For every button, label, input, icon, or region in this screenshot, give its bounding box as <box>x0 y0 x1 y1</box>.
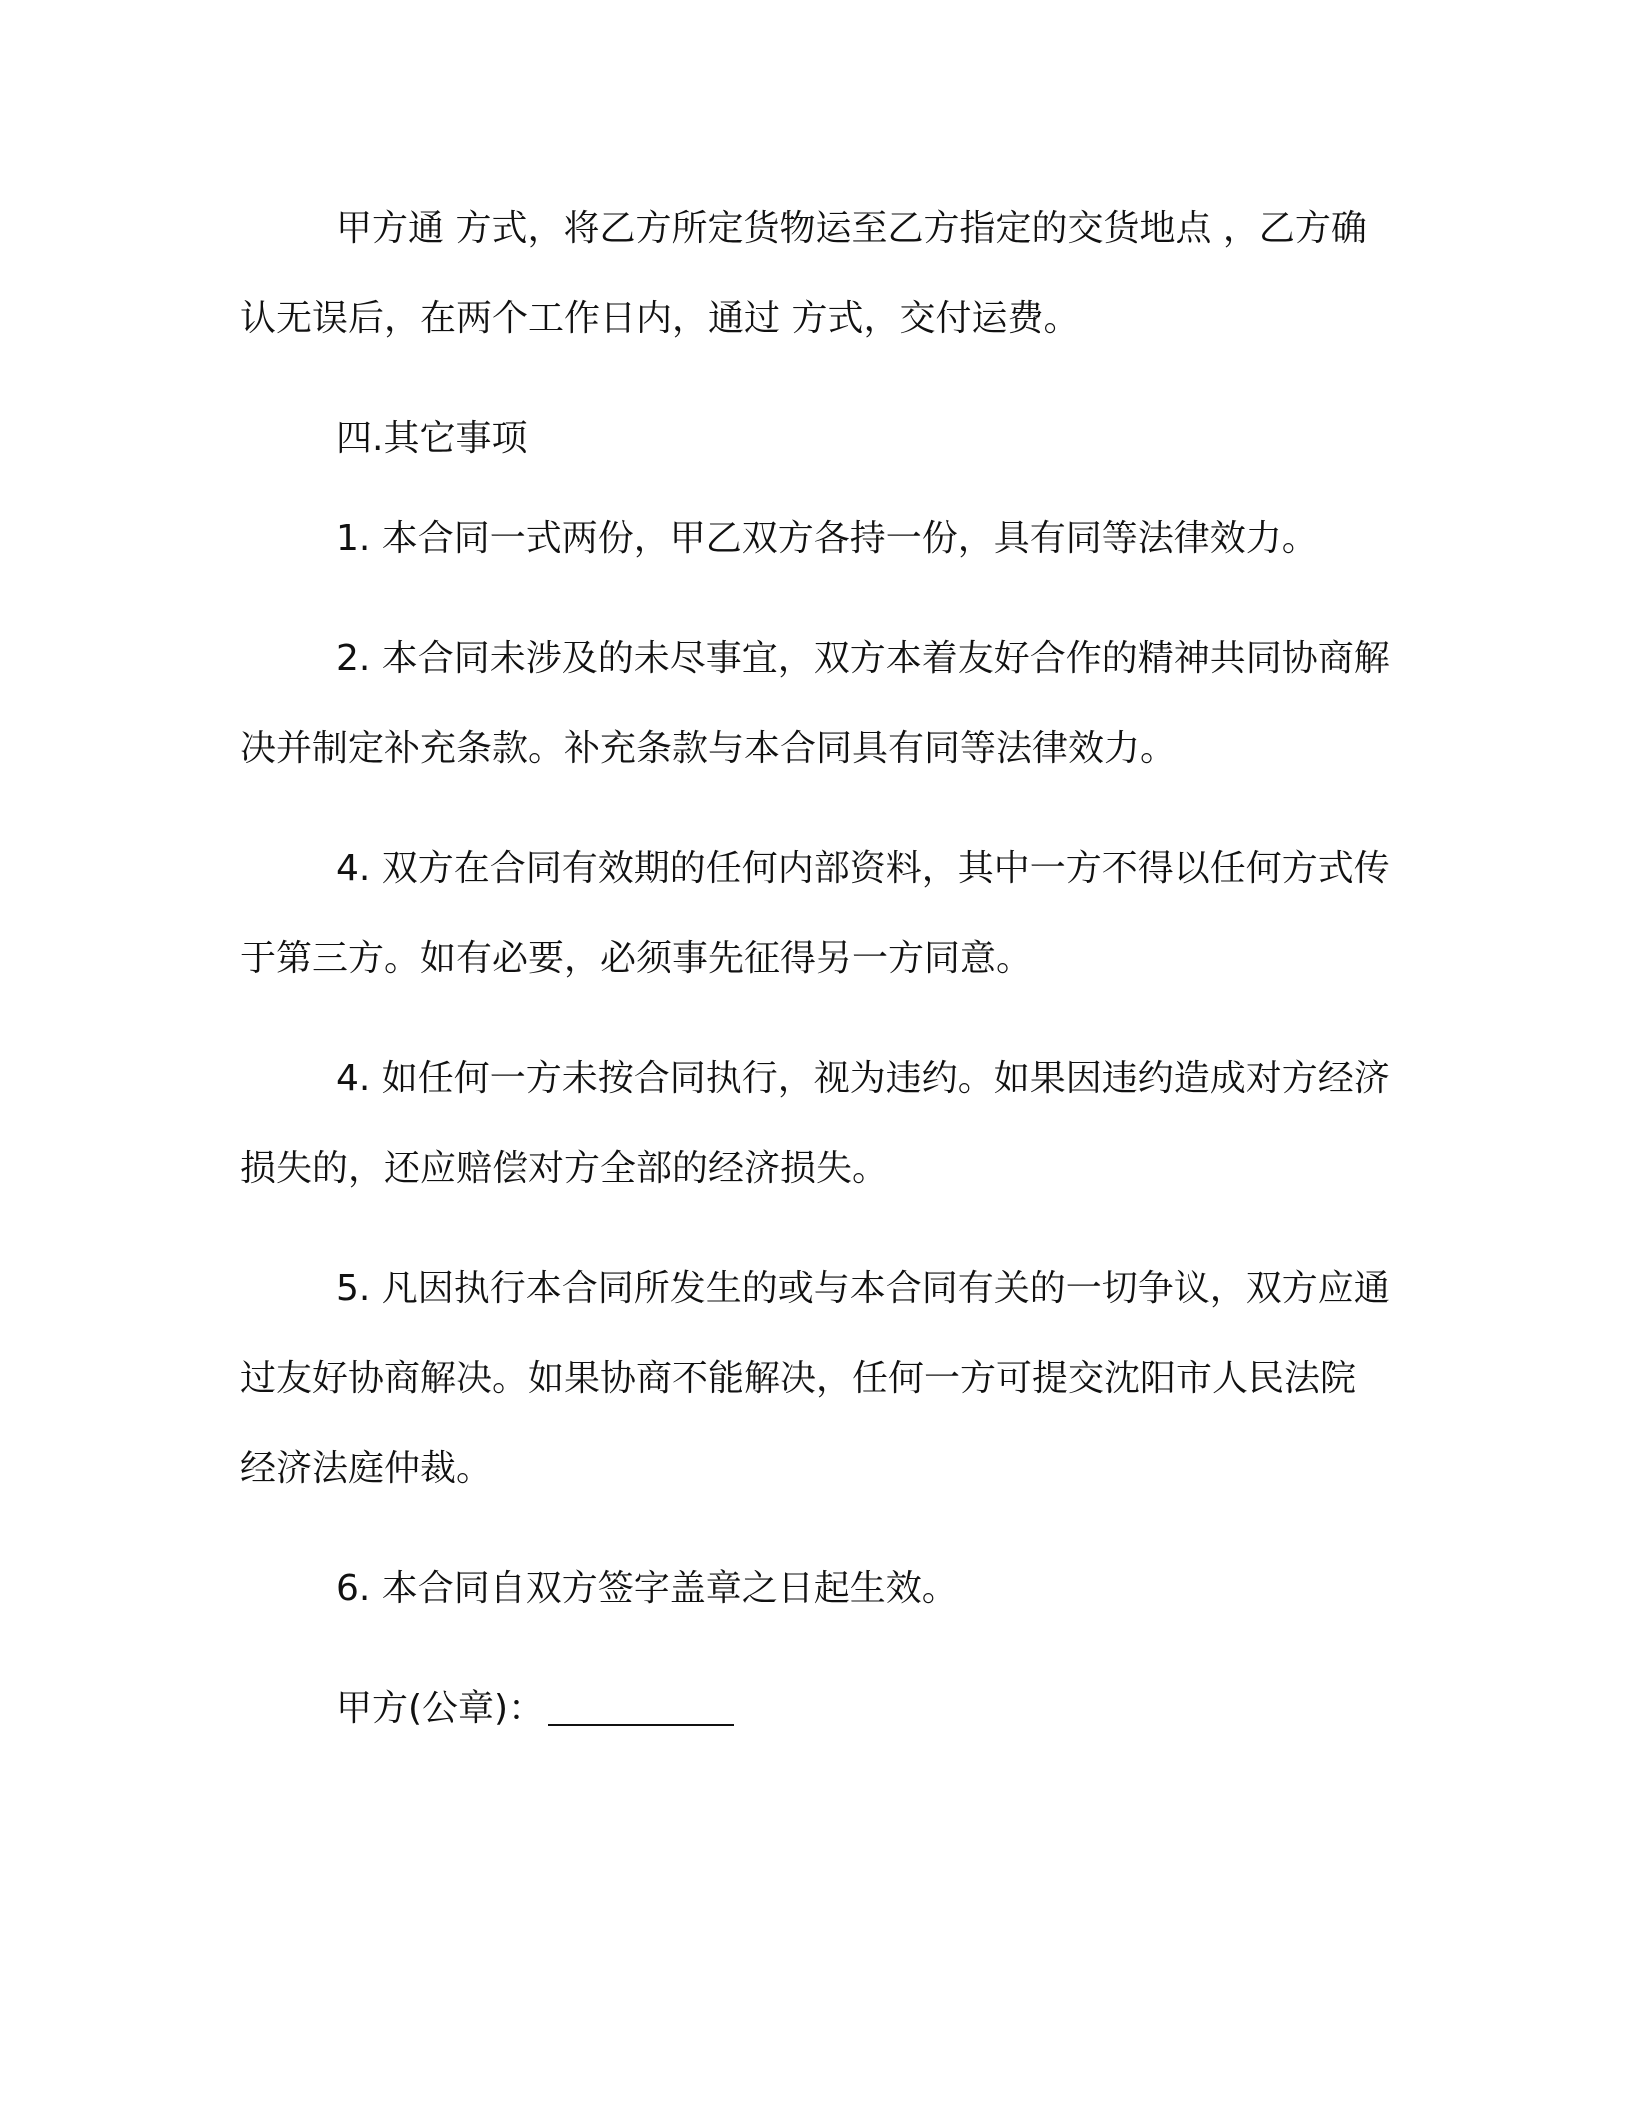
section-heading-other-matters: 四.其它事项 <box>336 418 528 459</box>
signature-blank[interactable] <box>548 1686 734 1726</box>
clause-4-confidentiality: 4. 双方在合同有效期的任何内部资料，其中一方不得以任何方式传于第三方。如有必要，必须事先征得另一方同意。 <box>240 848 1390 979</box>
clause-2: 2. 本合同未涉及的未尽事宜，双方本着友好合作的精神共同协商解决并制定补充条款。补充条款与本合同具有同等法律效力。 <box>240 638 1390 769</box>
document-body <box>240 184 1390 1784</box>
clause-1: 1. 本合同一式两份，甲乙双方各持一份，具有同等法律效力。 <box>336 518 1318 559</box>
clause-5: 5. 凡因执行本合同所发生的或与本合同有关的一切争议，双方应通过友好协商解决。如果协商不能解决，任何一方可提交沈阳市人民法院经济法庭仲裁。 <box>240 1268 1390 1489</box>
signature-line-party-a <box>240 1664 1390 1754</box>
clause-4-breach: 4. 如任何一方未按合同执行，视为违约。如果因违约造成对方经济损失的，还应赔偿对方全部的经济损失。 <box>240 1058 1390 1189</box>
signature-label: 甲方(公章)： <box>336 1688 545 1729</box>
delivery-paragraph: 甲方通 方式，将乙方所定货物运至乙方指定的交货地点 ，乙方确认无误后，在两个工作日内，通过 方式，交付运费。 <box>240 208 1367 339</box>
clause-6: 6. 本合同自双方签字盖章之日起生效。 <box>336 1568 958 1609</box>
